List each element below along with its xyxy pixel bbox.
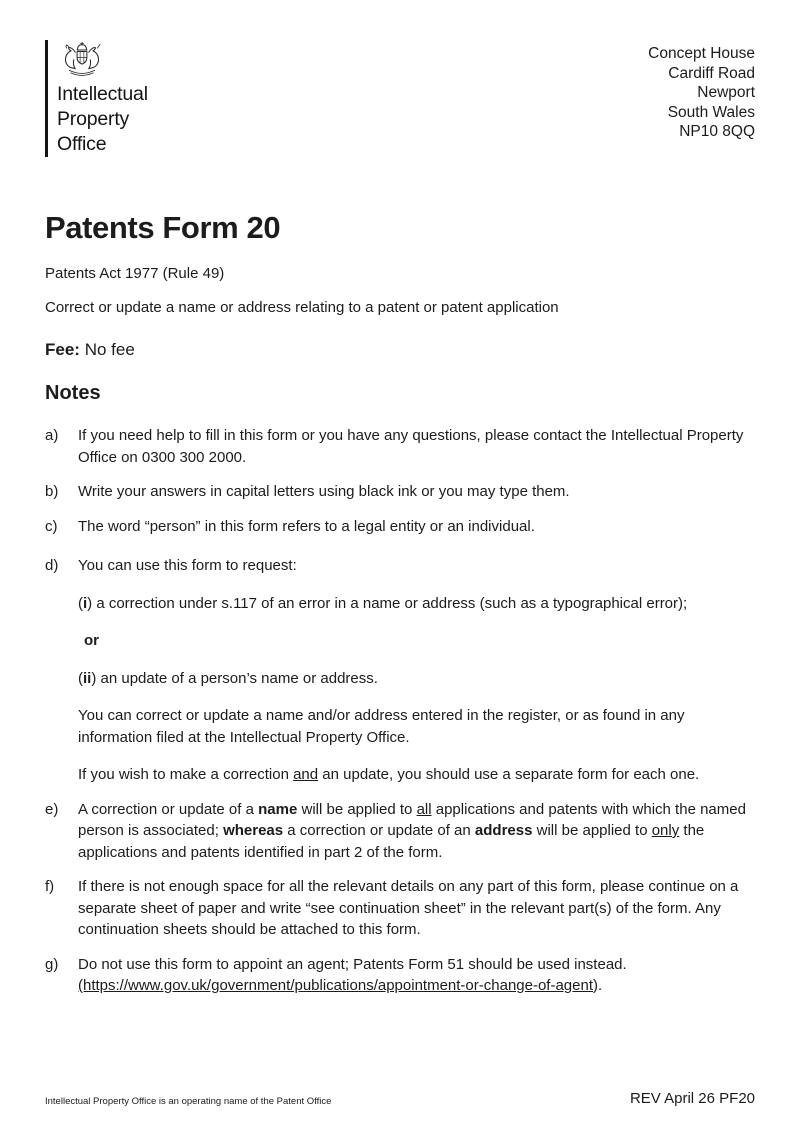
page-title: Patents Form 20 — [45, 210, 281, 245]
fee-line — [45, 338, 755, 362]
note-item-e — [45, 799, 755, 864]
address-line-2: Cardiff Road — [668, 64, 755, 82]
note-paragraph: If there is not enough space for all the relevant details on any part of this form, please continue on a separate sheet of paper and write “see continuation sheet” in the relevant part(s) of the form. Any continuation sheets should be attached to this form. — [78, 878, 739, 938]
note-body — [78, 425, 755, 468]
address-line-1: Concept House — [648, 45, 755, 62]
note-paragraph: Write your answers in capital letters using black ink or you may type them. — [78, 483, 570, 500]
note-letter: f) — [45, 878, 55, 895]
note-item-b — [45, 481, 755, 503]
notes-heading: Notes — [45, 382, 101, 404]
note-body — [78, 954, 755, 997]
note-text: Do not use this form to appoint an agent; Patents Form 51 should be used instead. — [78, 955, 627, 973]
note-letter: e) — [45, 800, 59, 818]
note-paragraph: (ii) an update of a person’s name or address. — [78, 669, 378, 687]
note-body — [78, 555, 755, 786]
note-paragraph: If you wish to make a correction and an update, you should use a separate form for each one. — [78, 766, 700, 783]
logo-content — [48, 40, 148, 157]
logo-wordmark — [57, 82, 148, 157]
address-line-5: NP10 8QQ — [679, 123, 755, 140]
note-letter: b) — [45, 483, 59, 500]
logo-word-3: Office — [57, 133, 107, 155]
note-paragraph: If you need help to fill in this form or you have any questions, please contact the Intellectual Property Office on 0300 300 2000. — [78, 427, 744, 466]
footer-disclaimer: Intellectual Property Office is an operating name of the Patent Office — [45, 1096, 332, 1107]
note-body — [78, 799, 755, 864]
note-paragraph: You can use this form to request: — [78, 557, 297, 574]
act-reference: Patents Act 1977 (Rule 49) — [45, 265, 225, 282]
office-address — [648, 40, 755, 142]
form-body — [45, 210, 755, 997]
logo-word-2: Property — [57, 108, 130, 130]
form-description: Correct or update a name or address relating to a patent or patent application — [45, 299, 559, 316]
note-paragraph: The word “person” in this form refers to a legal entity or an individual. — [78, 517, 535, 535]
note-paragraph-or: or — [84, 632, 99, 649]
note-letter: a) — [45, 427, 59, 444]
note-paragraph: You can correct or update a name and/or address entered in the register, or as found in any information filed at the Intellectual Property Office. — [78, 707, 685, 746]
header — [45, 40, 755, 157]
note-letter: g) — [45, 955, 59, 973]
royal-crest-icon — [59, 41, 105, 77]
note-item-d — [45, 555, 755, 786]
note-paragraph: (i) a correction under s.117 of an error in a name or address (such as a typographical error); — [78, 594, 688, 612]
note-paragraph: A correction or update of a name will be applied to all applications and patents with which the named person is associated; whereas a correction or update of an address will be applied to only the applications and patents identified in part 2 of the form. — [78, 800, 746, 861]
note-paragraph — [78, 954, 755, 997]
footer — [45, 1090, 755, 1108]
note-item-g — [45, 954, 755, 997]
note-body — [78, 516, 755, 538]
note-item-c — [45, 516, 755, 538]
link-suffix: ). — [593, 977, 603, 994]
note-letter: c) — [45, 517, 58, 535]
address-line-3: Newport — [697, 84, 755, 101]
note-item-f — [45, 876, 755, 941]
address-line-4: South Wales — [667, 103, 755, 121]
fee-label: Fee: — [45, 340, 80, 359]
note-item-a — [45, 425, 755, 468]
fee-value: No fee — [84, 340, 135, 359]
logo-word-1: Intellectual — [57, 83, 148, 105]
footer-revision: REV April 26 PF20 — [629, 1090, 755, 1107]
note-body — [78, 481, 755, 503]
ipo-logo — [45, 40, 148, 157]
note-body — [78, 876, 755, 941]
agent-form-link[interactable]: (https://www.gov.uk/government/publications/appointment-or-change-of-agent — [78, 977, 594, 994]
note-letter: d) — [45, 557, 59, 574]
